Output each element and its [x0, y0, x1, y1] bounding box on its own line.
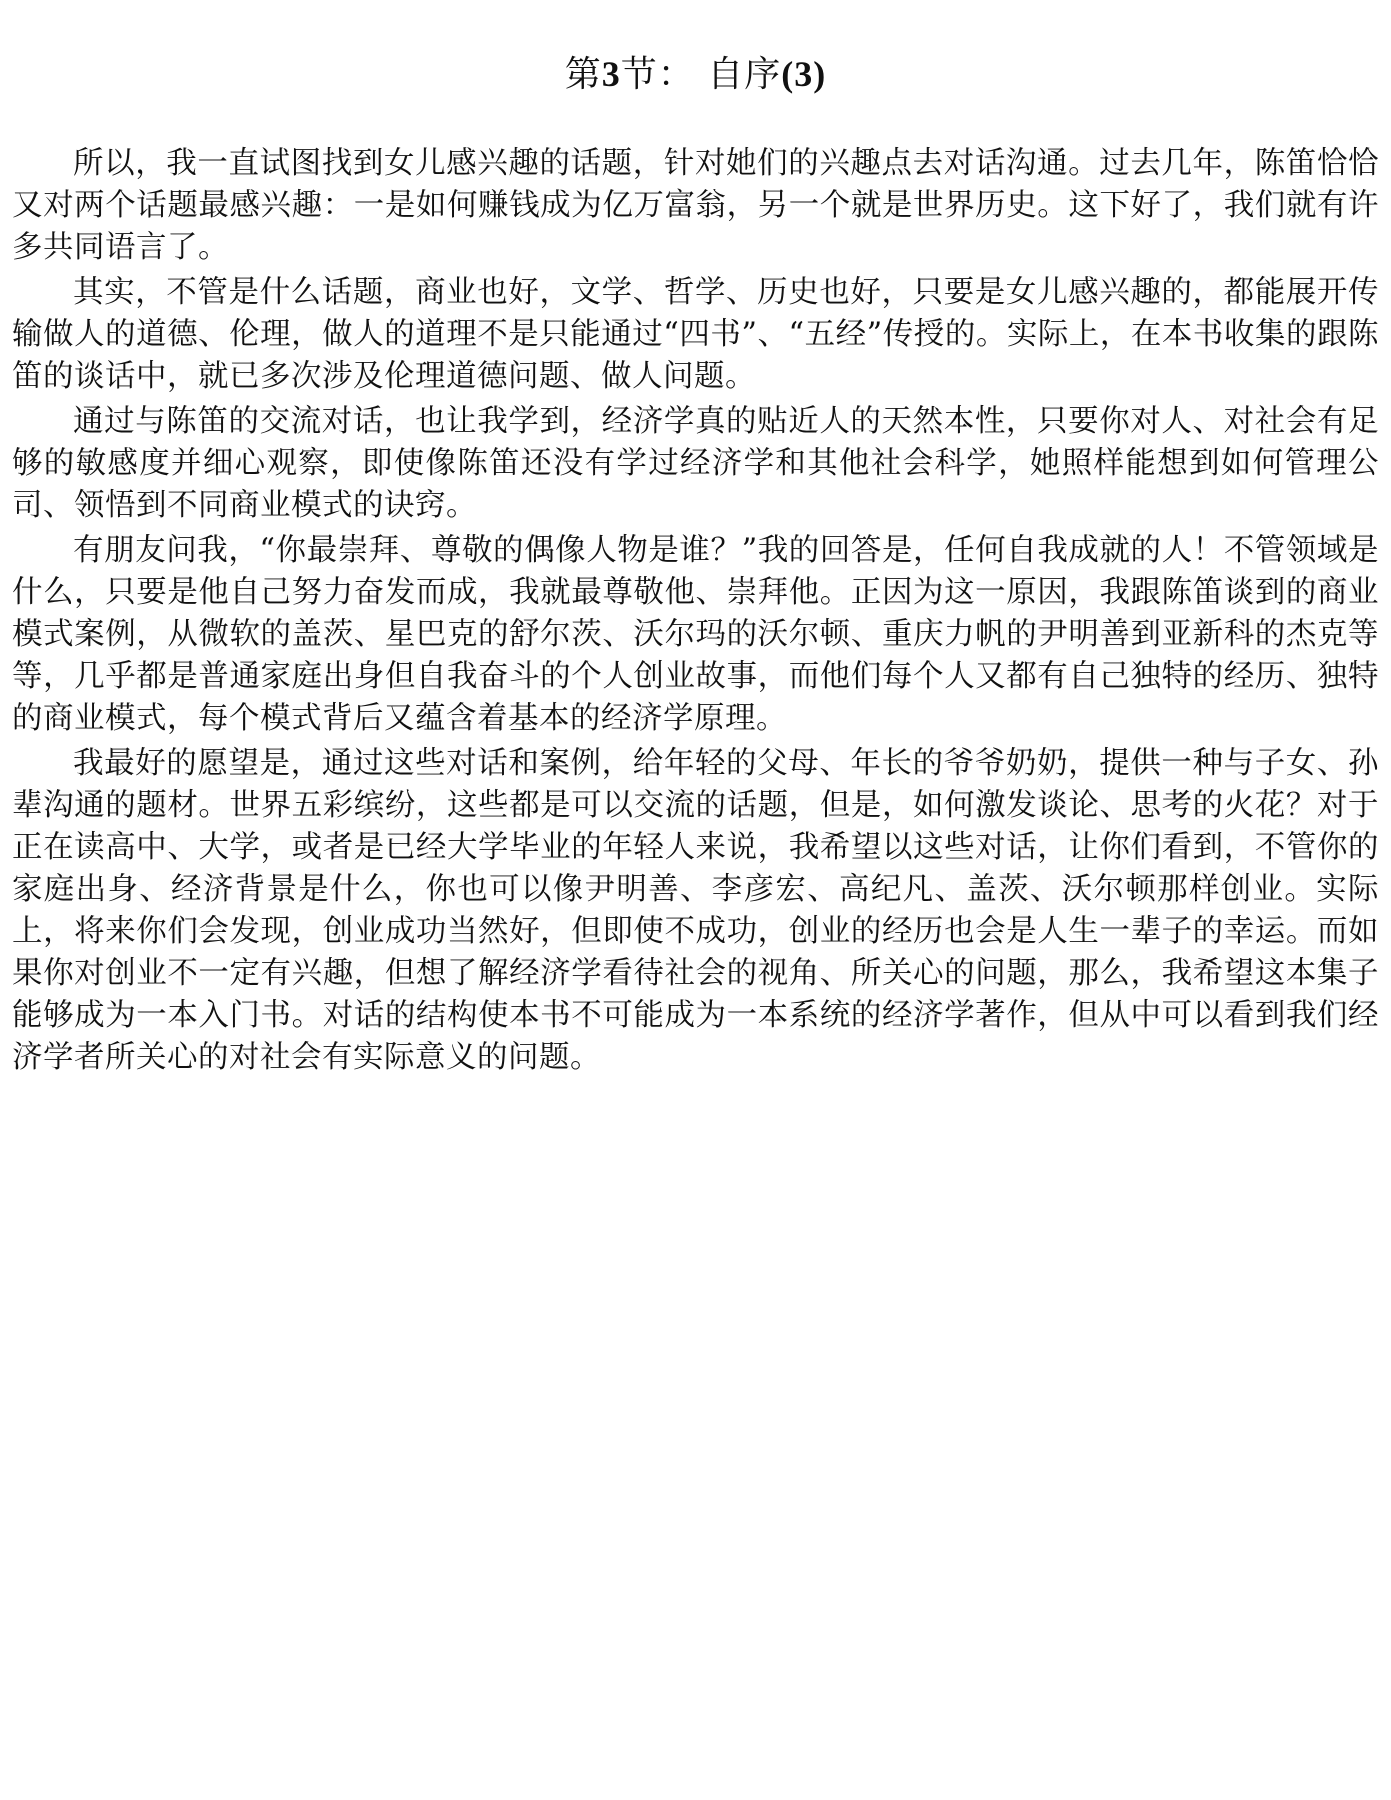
section-title-middle: 节： 自序 [620, 54, 782, 95]
body-text [12, 143, 1379, 1079]
section-title-suffix: (3) [781, 54, 827, 94]
paragraph-1: 所以，我一直试图找到女儿感兴趣的话题，针对她们的兴趣点去对话沟通。过去几年，陈笛恰恰又对两个话题最感兴趣：一是如何赚钱成为亿万富翁，另一个就是世界历史。这下好了，我们就有许多共同语言了。 [12, 146, 1379, 265]
paragraph-2: 其实，不管是什么话题，商业也好，文学、哲学、历史也好，只要是女儿感兴趣的，都能展开传输做人的道德、伦理，做人的道理不是只能通过“四书”、“五经”传授的。实际上，在本书收集的跟陈笛的谈话中，就已多次涉及伦理道德问题、做人问题。 [12, 275, 1379, 394]
section-title-prefix: 第 [564, 54, 602, 95]
paragraph-5: 我最好的愿望是，通过这些对话和案例，给年轻的父母、年长的爷爷奶奶，提供一种与子女、孙辈沟通的题材。世界五彩缤纷，这些都是可以交流的话题，但是，如何激发谈论、思考的火花？对于正在读高中、大学，或者是已经大学毕业的年轻人来说，我希望以这些对话，让你们看到，不管你的家庭出身、经济背景是什么，你也可以像尹明善、李彦宏、高纪凡、盖茨、沃尔顿那样创业。实际上，将来你们会发现，创业成功当然好，但即使不成功，创业的经历也会是人生一辈子的幸运。而如果你对创业不一定有兴趣，但想了解经济学看待社会的视角、所关心的问题，那么，我希望这本集子能够成为一本入门书。对话的结构使本书不可能成为一本系统的经济学著作，但从中可以看到我们经济学者所关心的对社会有实际意义的问题。 [12, 746, 1379, 1075]
section-title-number: 3 [601, 54, 621, 94]
paragraph-4: 有朋友问我，“你最崇拜、尊敬的偶像人物是谁？”我的回答是，任何自我成就的人！不管领域是什么，只要是他自己努力奋发而成，我就最尊敬他、崇拜他。正因为这一原因，我跟陈笛谈到的商业模式案例，从微软的盖茨、星巴克的舒尔茨、沃尔玛的沃尔顿、重庆力帆的尹明善到亚新科的杰克等等，几乎都是普通家庭出身但自我奋斗的个人创业故事，而他们每个人又都有自己独特的经历、独特的商业模式，每个模式背后又蕴含着基本的经济学原理。 [12, 533, 1379, 736]
section-title [12, 44, 1379, 105]
paragraph-3: 通过与陈笛的交流对话，也让我学到，经济学真的贴近人的天然本性，只要你对人、对社会有足够的敏感度并细心观察，即使像陈笛还没有学过经济学和其他社会科学，她照样能想到如何管理公司、领悟到不同商业模式的诀窍。 [12, 404, 1379, 523]
